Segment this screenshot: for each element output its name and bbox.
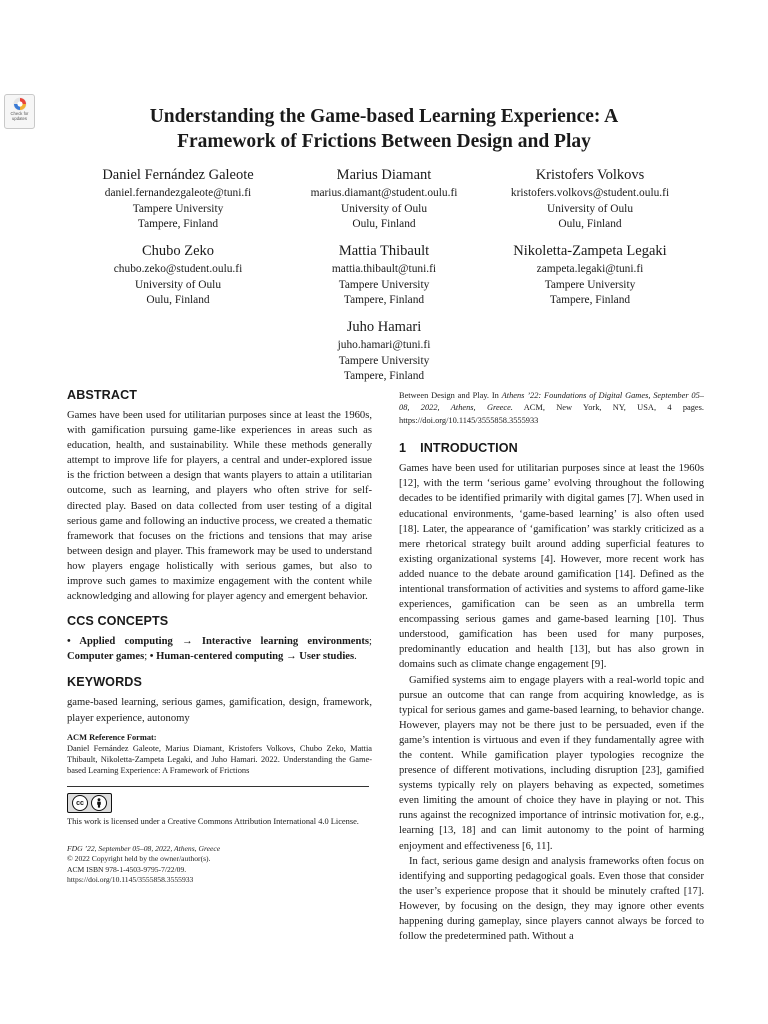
author-name: Kristofers Volkovs [535,167,645,183]
license-block [67,792,372,828]
author-location: Tampere, Finland [343,370,425,382]
section-title: INTRODUCTION [420,441,518,456]
title-line-1: Understanding the Game-based Learning Experience: A [149,106,619,127]
author-location: Tampere, Finland [549,294,631,306]
author-location: Tampere, Finland [137,218,219,230]
keywords-heading: KEYWORDS [67,675,142,690]
author-location: Oulu, Finland [558,218,622,230]
author-affiliation: Tampere University [132,202,224,215]
badge-label: Check for updates [10,111,29,121]
footer-isbn: ACM ISBN 978-1-4503-9795-7/22/09. [67,864,187,874]
author-email[interactable]: marius.diamant@student.oulu.fi [310,187,458,199]
author-email[interactable]: daniel.fernandezgaleote@tuni.fi [104,187,252,199]
abstract-heading: ABSTRACT [67,388,138,402]
abstract-text: Games have been used for utilitarian purposes since at least the 1960s, with gamification pursuing game-like experiences in areas such as education, health, and sustainability. While these methods generally attempt to improve life for players, a central and under-explored issue is the friction between a design that wants players to attain a utilitarian outcome, such as learning, and players who often strive for self-directed play. Based on data collected from user testing of a digital serious game and following an inductive process, we created a thematic framework that focuses on the frictions and tensions that may arise between design and player. This framework may be used to understand how players engage holistically with serious games, but also to improve such games to maximize engagement with the content while acknowledging and allowing for player agency and emergent behavior. [67,410,372,603]
author-affiliation: Tampere University [544,278,636,291]
author-affiliation: University of Oulu [340,202,428,215]
paper-title [0,104,768,154]
author-block [475,166,705,233]
author-name: Juho Hamari [346,319,422,335]
introduction-heading [399,440,704,457]
keywords-text: game-based learning, serious games, gamification, design, framework, player experience, autonomy [67,697,372,724]
author-email[interactable]: mattia.thibault@tuni.fi [331,263,437,275]
footer-conference: FDG ’22, September 05–08, 2022, Athens, Greece [67,844,221,854]
intro-paragraph: Gamified systems aim to engage players with a real-world topic and pursue an outcome that can range from acquiring knowledge, as is typical for serious games and game-based learning, to behavior change. However, players may not be there just to be persuaded, even if the game’s intention is virtuous and even if they fundamentally agree with the content. While gamification player typologies recognize the presence of different motivations, including disruption [23], gamified systems typically rely on players behaving as expected, sometimes even limiting the amount of choice they have in playing or not. This runs against the recognized importance of intrinsic motivation for, e.g., learning [13, 18] and can limit autonomy to the point of harming enjoyment and effectiveness [6, 11]. [399,674,704,852]
author-block [63,242,293,309]
license-text: This work is licensed under a Creative Commons Attribution International 4.0 License. [67,817,359,827]
author-block [269,242,499,309]
author-affiliation: Tampere University [338,278,430,291]
section-number: 1 [399,441,407,456]
author-location: Tampere, Finland [343,294,425,306]
reference-text: Daniel Fernández Galeote, Marius Diamant, Kristofers Volkovs, Chubo Zeko, Mattia Thibault, Nikoletta-Zampeta Legaki, and Juho Hamari. 2022. Understanding the Game-based Learning Experience: A Framework of Frictions [67,743,372,775]
author-affiliation: University of Oulu [546,202,634,215]
author-affiliation: University of Oulu [134,278,222,291]
author-email[interactable]: kristofers.volkovs@student.oulu.fi [510,187,670,199]
intro-paragraph: In fact, serious game design and analysis frameworks often focus on identifying and supporting pedagogical goals. Even those that consider the user’s experience propose that it should be minutely crafted [17]. However, by focusing on the design, they may ignore other events happening during gameplay, since players cannot always be forced to follow the predetermined path. Without a [399,855,704,943]
author-location: Oulu, Finland [352,218,416,230]
author-block [269,166,499,233]
author-block [475,242,705,309]
author-email[interactable]: zampeta.legaki@tuni.fi [536,263,644,275]
footer-doi[interactable]: https://doi.org/10.1145/3555858.3555933 [67,874,194,884]
author-email[interactable]: chubo.zeko@student.oulu.fi [113,263,243,275]
author-affiliation: Tampere University [338,354,430,367]
footer-info [67,844,372,885]
right-column [399,390,704,944]
cc-by-icon[interactable] [67,793,112,813]
acm-reference [67,732,372,776]
left-column [67,387,372,885]
author-name: Marius Diamant [336,167,432,183]
reference-label: ACM Reference Format: [67,732,157,742]
author-location: Oulu, Finland [146,294,210,306]
author-name: Daniel Fernández Galeote [102,167,254,183]
author-name: Chubo Zeko [141,243,215,259]
license-rule [67,786,369,787]
author-block [63,166,293,233]
title-line-2: Framework of Frictions Between Design and Play [177,131,591,152]
by-icon [91,795,107,811]
reference-continued: Between Design and Play. In Athens ’22: Foundations of Digital Games, September 05–08, 2022, Athens, Greece. ACM, New York, NY, USA, 4 pages. https://doi.org/10.1145/3555858.3555933 [399,391,704,425]
intro-paragraph: Games have been used for utilitarian purposes since at least the 1960s [12], with the term ‘serious game’ evolving throughout the following decades to be identified primarily with digital games [7]. When used in educational environments, ‘game-based learning’ is also often used [18]. Later, the appearance of ‘gamification’ was starkly criticized as a mere rhetorical strategy built around adding superficial features to existing organizational systems [4]. However, more recent work has added nuance to the debate around gamification [14]. Defined as the intentional transformation of activities and systems to afford game-like experiences, gamification can be seen as an umbrella term encompassing serious games and game-based learning [10]. Thus understood, gamification has been used for many purposes, predominantly education and health [13], but has also grown in domains such as climate change engagement [9]. [399,463,704,671]
ccs-text: • Applied computing → Interactive learning environments; Computer games; • Human-centered computing → User studies. [67,636,372,663]
author-name: Mattia Thibault [338,243,430,259]
cc-icon: cc [72,795,88,811]
author-name: Nikoletta-Zampeta Legaki [513,243,667,259]
ccs-heading: CCS CONCEPTS [67,614,169,629]
author-email[interactable]: juho.hamari@tuni.fi [337,339,431,351]
footer-copyright: © 2022 Copyright held by the owner/author(s). [67,854,211,864]
author-block [269,318,499,385]
